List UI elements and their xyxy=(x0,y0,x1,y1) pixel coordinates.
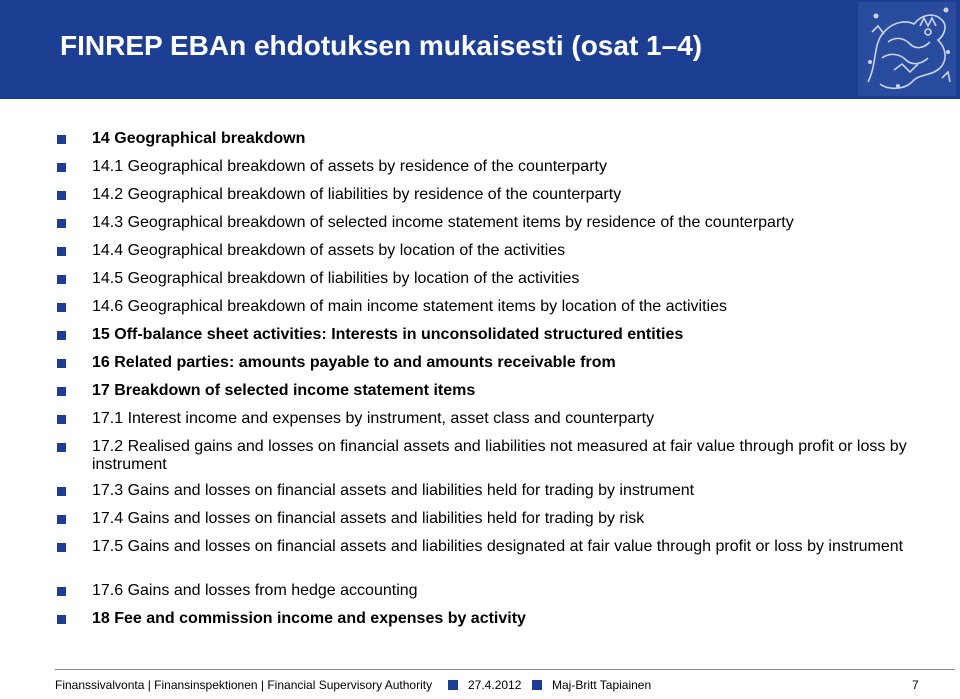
list-item xyxy=(54,130,960,148)
bullet-square-icon xyxy=(57,275,66,284)
list-item-text: 17.3 Gains and losses on financial assets and liabilities held for trading by instrument xyxy=(92,482,695,499)
list-item-text: 14.4 Geographical breakdown of assets by location of the activities xyxy=(92,242,566,259)
list-item xyxy=(54,214,960,232)
list-item-text: 14.1 Geographical breakdown of assets by residence of the counterparty xyxy=(92,158,607,175)
list-item xyxy=(54,382,960,400)
bullet-square-icon xyxy=(57,135,66,144)
list-item xyxy=(54,438,960,474)
list-item xyxy=(54,326,960,344)
list-item xyxy=(54,298,960,316)
bullet-square-icon xyxy=(57,219,66,228)
list-item xyxy=(54,186,960,204)
list-item-text: 14.3 Geographical breakdown of selected income statement items by residence of the counterparty xyxy=(92,214,794,231)
list-item-text: 15 Off-balance sheet activities: Interests in unconsolidated structured entities xyxy=(92,326,684,343)
footer-author: Maj-Britt Tapiainen xyxy=(552,678,652,692)
list-item xyxy=(54,354,960,372)
list-item-text: 14.5 Geographical breakdown of liabilities by location of the activities xyxy=(92,270,580,287)
bullet-square-icon xyxy=(57,387,66,396)
finnish-lion-crest-icon xyxy=(858,2,956,96)
bullet-square-icon xyxy=(57,359,66,368)
list-item-text: 14 Geographical breakdown xyxy=(92,130,306,147)
list-item-text: 14.6 Geographical breakdown of main income statement items by location of the activities xyxy=(92,298,727,315)
list-item xyxy=(54,482,960,500)
list-item xyxy=(54,610,960,628)
page-title: FINREP EBAn ehdotuksen mukaisesti (osat 1–4) xyxy=(60,30,703,61)
bullet-square-icon xyxy=(57,615,66,624)
header-bar xyxy=(0,0,960,99)
list-item xyxy=(54,410,960,428)
footer xyxy=(55,676,925,696)
list-item-text: 17 Breakdown of selected income statement items xyxy=(92,382,476,399)
bullet-square-icon xyxy=(57,247,66,256)
bullet-square-icon xyxy=(57,303,66,312)
bullet-square-icon xyxy=(57,587,66,596)
list-item xyxy=(54,510,960,528)
list-item-text: 14.2 Geographical breakdown of liabilities by residence of the counterparty xyxy=(92,186,622,203)
footer-page-number: 7 xyxy=(912,678,919,692)
footer-square-icon xyxy=(448,680,458,690)
bullet-square-icon xyxy=(57,487,66,496)
list-item-text: 17.6 Gains and losses from hedge accounting xyxy=(92,582,418,599)
footer-date: 27.4.2012 xyxy=(468,678,522,692)
list-item xyxy=(54,582,960,600)
bullet-square-icon xyxy=(57,163,66,172)
bullet-square-icon xyxy=(57,415,66,424)
list-item xyxy=(54,270,960,288)
list-item-text: 17.5 Gains and losses on financial assets and liabilities designated at fair value through profit or loss by instrument xyxy=(92,538,904,555)
bullet-square-icon xyxy=(57,443,66,452)
list-item-text: 17.2 Realised gains and losses on financial assets and liabilities not measured at fair value through profit or loss by instrument xyxy=(92,438,907,473)
list-item xyxy=(54,242,960,260)
list-item xyxy=(54,538,960,556)
footer-organization: Finanssivalvonta | Finansinspektionen | Financial Supervisory Authority xyxy=(55,678,433,692)
list-item-text: 17.4 Gains and losses on financial assets and liabilities held for trading by risk xyxy=(92,510,645,527)
list-item-text: 18 Fee and commission income and expenses by activity xyxy=(92,610,526,627)
bullet-square-icon xyxy=(57,191,66,200)
bullet-square-icon xyxy=(57,515,66,524)
list-item xyxy=(54,158,960,176)
list-item-text: 16 Related parties: amounts payable to and amounts receivable from xyxy=(92,354,616,371)
footer-square-icon xyxy=(532,680,542,690)
bullet-square-icon xyxy=(57,543,66,552)
footer-divider xyxy=(55,669,955,670)
list-item-text: 17.1 Interest income and expenses by instrument, asset class and counterparty xyxy=(92,410,655,427)
bullet-square-icon xyxy=(57,331,66,340)
